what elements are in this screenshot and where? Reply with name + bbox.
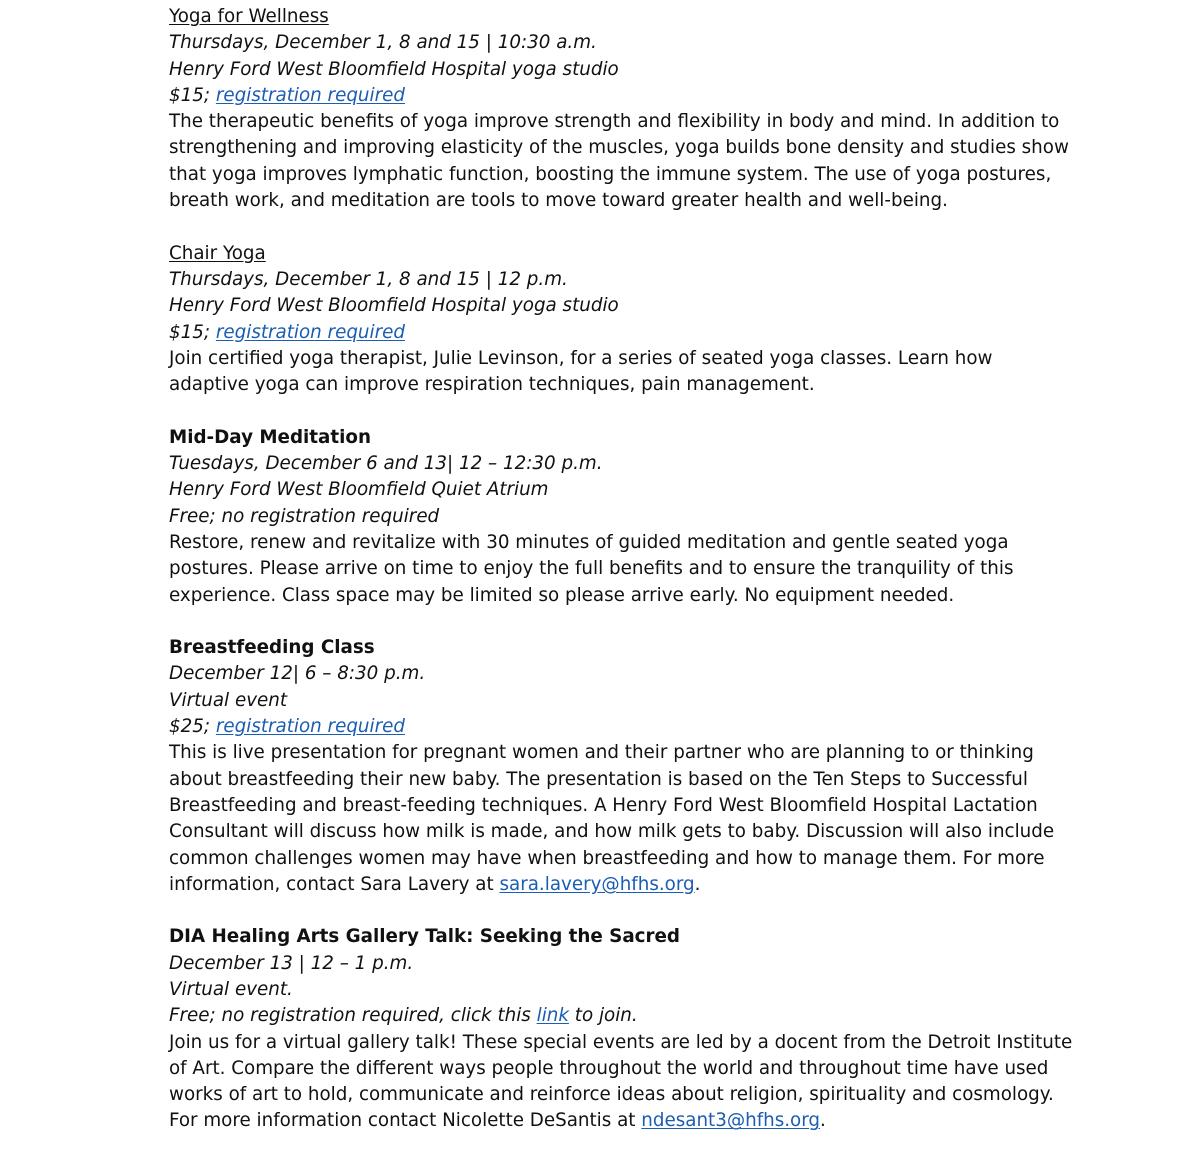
event-price: [169, 320, 1200, 346]
contact-suffix: .: [694, 873, 701, 895]
event-title: Breastfeeding Class: [169, 637, 375, 659]
event-location: Henry Ford West Bloomfield Quiet Atrium: [169, 479, 549, 501]
event-dia-gallery-talk: [169, 924, 1200, 1134]
event-chair-yoga: [169, 241, 1200, 399]
event-description: [169, 346, 1039, 399]
event-price: Free; no registration required: [169, 505, 440, 527]
event-location: Virtual event.: [169, 978, 293, 1000]
description-line: adaptive yoga can improve respiration techniques, pain management.: [169, 374, 815, 396]
description-line: about breastfeeding their new baby. The presentation is based on the Ten Steps to Successful: [169, 768, 1028, 790]
event-price: [169, 1003, 1200, 1029]
event-description: [169, 740, 1055, 898]
description-line: works of art to hold, communicate and reinforce ideas about religion, spirituality and cosmology.: [169, 1084, 1054, 1106]
contact-suffix: .: [820, 1110, 826, 1132]
description-line: of Art. Compare the different ways people throughout the world and throughout time have used: [169, 1057, 1049, 1079]
event-title: Mid-Day Meditation: [169, 426, 371, 448]
event-date-time: December 13 | 12 – 1 p.m.: [169, 952, 414, 974]
event-description: [169, 109, 1069, 214]
contact-email-link[interactable]: sara.lavery@hfhs.org: [499, 873, 695, 895]
event-price-text: $15;: [169, 321, 216, 343]
description-line: common challenges women may have when breastfeeding and how to manage them. For more: [169, 847, 1045, 869]
event-title: Chair Yoga: [169, 242, 266, 264]
registration-link[interactable]: registration required: [215, 321, 405, 343]
description-line: The therapeutic benefits of yoga improve strength and flexibility in body and mind. In addition to: [169, 111, 1060, 133]
registration-link[interactable]: registration required: [215, 84, 405, 106]
registration-link[interactable]: registration required: [215, 716, 405, 738]
description-line: Breastfeeding and breast-feeding techniques. A Henry Ford West Bloomfield Hospital Lactation: [169, 794, 1038, 816]
event-location: Virtual event: [169, 689, 288, 711]
contact-text: information, contact Sara Lavery at: [169, 873, 500, 895]
join-link[interactable]: link: [536, 1005, 569, 1027]
event-date-time: Thursdays, December 1, 8 and 15 | 10:30 a.m.: [169, 32, 597, 54]
description-line: postures. Please arrive on time to enjoy the full benefits and to ensure the tranquility of this: [169, 558, 1014, 580]
description-line: This is live presentation for pregnant women and their partner who are planning to or thinking: [169, 742, 1034, 764]
event-price: [169, 714, 1200, 740]
description-line: Restore, renew and revitalize with 30 minutes of guided meditation and gentle seated yoga: [169, 531, 1009, 553]
event-yoga-for-wellness: [169, 4, 1200, 214]
event-date-time: Thursdays, December 1, 8 and 15 | 12 p.m.: [169, 268, 568, 290]
event-mid-day-meditation: [169, 425, 1200, 609]
event-title: DIA Healing Arts Gallery Talk: Seeking the Sacred: [169, 926, 680, 948]
contact-line: [169, 872, 1039, 898]
event-price-text: $25;: [169, 716, 216, 738]
event-price-text: $15;: [169, 84, 216, 106]
contact-line: [169, 1108, 1039, 1134]
event-date-time: Tuesdays, December 6 and 13| 12 – 12:30 p.m.: [169, 453, 603, 475]
event-breastfeeding-class: [169, 635, 1200, 898]
event-location: Henry Ford West Bloomfield Hospital yoga studio: [169, 58, 619, 80]
event-price: [169, 83, 1200, 109]
description-line: Consultant will discuss how milk is made, and how milk gets to baby. Discussion will also include: [169, 821, 1055, 843]
event-description: [169, 1030, 1073, 1135]
event-price-suffix: to join.: [568, 1005, 638, 1027]
description-line: Join us for a virtual gallery talk! These special events are led by a docent from the Detroit Institute: [169, 1031, 1073, 1053]
description-line: Join certified yoga therapist, Julie Levinson, for a series of seated yoga classes. Learn how: [169, 347, 993, 369]
event-description: [169, 530, 1039, 609]
contact-text: For more information contact Nicolette DeSantis at: [169, 1110, 642, 1132]
description-line: that yoga improves lymphatic function, boosting the immune system. The use of yoga postures,: [169, 163, 1052, 185]
description-line: experience. Class space may be limited so please arrive early. No equipment needed.: [169, 584, 955, 606]
description-line: strengthening and improving elasticity of the muscles, yoga builds bone density and studies show: [169, 137, 1069, 159]
contact-email-link[interactable]: ndesant3@hfhs.org: [641, 1110, 821, 1132]
event-date-time: December 12| 6 – 8:30 p.m.: [169, 663, 426, 685]
event-location: Henry Ford West Bloomfield Hospital yoga studio: [169, 295, 619, 317]
description-line: breath work, and meditation are tools to move toward greater health and well-being.: [169, 190, 948, 212]
event-price-text: Free; no registration required, click this: [169, 1005, 537, 1027]
event-title: Yoga for Wellness: [169, 6, 329, 27]
